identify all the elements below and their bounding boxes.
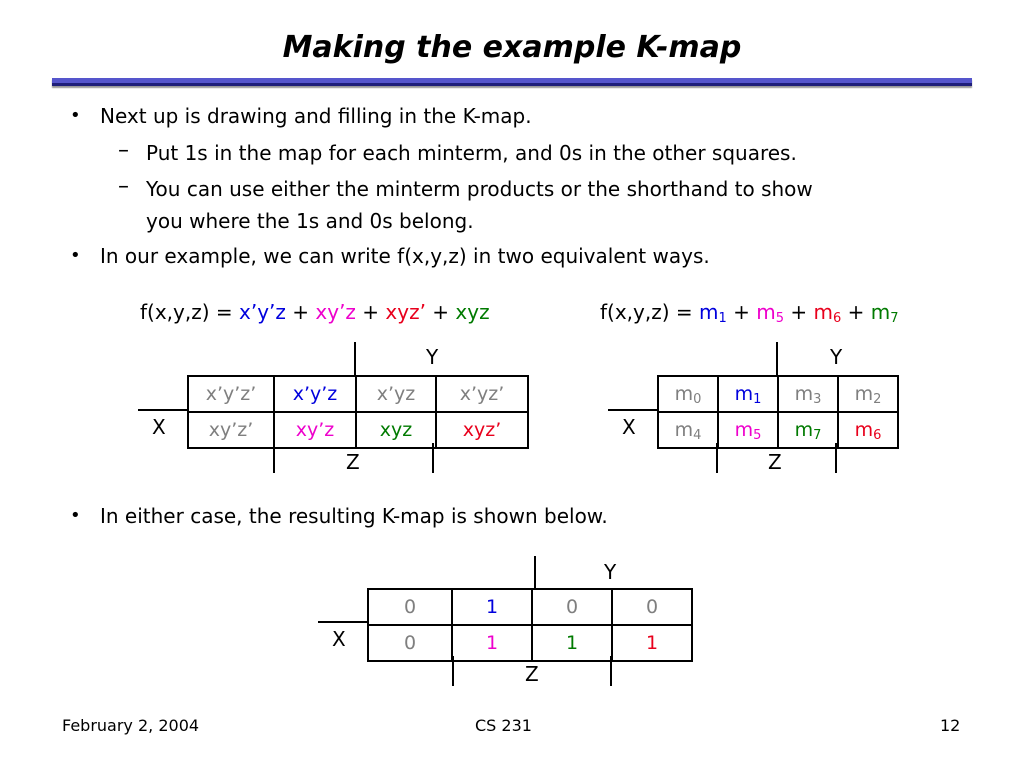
kmap1-cell: x’y’z — [274, 376, 356, 412]
kmap3-cell: 0 — [368, 589, 452, 625]
subbullet-2-text: You can use either the minterm products or the shorthand to show — [146, 177, 813, 201]
dash-icon: – — [118, 174, 129, 199]
kmap1-cell: xy’z — [274, 412, 356, 448]
kmap3-cell: 1 — [532, 625, 612, 661]
kmap1-cell: x’y’z’ — [188, 376, 274, 412]
kmap3-label-x: X — [332, 627, 346, 651]
kmap2-cell: $m_1$ — [718, 376, 778, 412]
kmap2-cell: $m_2$ — [838, 376, 898, 412]
kmap1-label-y: Y — [426, 345, 439, 369]
kmap2-cell: $m_5$ — [718, 412, 778, 448]
bullet-2-text: In our example, we can write f(x,y,z) in two equivalent ways. — [100, 244, 710, 268]
kmap3-cell: 1 — [452, 625, 532, 661]
kmap2-cell: $m_0$ — [658, 376, 718, 412]
formula-products — [140, 300, 490, 324]
plus: + — [841, 300, 871, 324]
slide-title: Making the example K-map — [282, 30, 742, 65]
kmap1-cell: x’yz — [356, 376, 436, 412]
plus: + — [425, 300, 456, 324]
minterm-6: $m_6$ — [813, 300, 842, 326]
term-7: xyz — [455, 300, 490, 324]
bullet-1-text: Next up is drawing and filling in the K-map. — [100, 104, 532, 128]
bullet-dot-icon: • — [70, 505, 81, 526]
minterm-5: $m_5$ — [756, 300, 785, 326]
footer-page-number: 12 — [940, 716, 961, 735]
plus: + — [726, 300, 757, 324]
bullet-dot-icon: • — [70, 245, 81, 266]
kmap2-cell: $m_4$ — [658, 412, 718, 448]
kmap2-label-x: X — [622, 415, 636, 439]
plus: + — [355, 300, 386, 324]
formula-lhs: f(x,y,z) = — [140, 300, 240, 324]
plus: + — [285, 300, 316, 324]
kmap3-cell: 0 — [612, 589, 692, 625]
formula-lhs: f(x,y,z) = — [600, 300, 700, 324]
plus: + — [784, 300, 814, 324]
kmap1-cell: x’yz’ — [436, 376, 528, 412]
kmap1-cell: xy’z’ — [188, 412, 274, 448]
kmap3-cell: 0 — [532, 589, 612, 625]
title-divider — [52, 78, 972, 86]
term-5: xy’z — [315, 300, 356, 324]
kmap3-label-z: Z — [525, 662, 539, 686]
kmap3-cell: 0 — [368, 625, 452, 661]
kmap1-label-x: X — [152, 415, 166, 439]
minterm-1: $m_1$ — [699, 300, 727, 326]
kmap3-cell: 1 — [452, 589, 532, 625]
kmap1-label-z: Z — [346, 450, 360, 474]
minterm-7: $m_7$ — [870, 300, 899, 326]
kmap2-cell: $m_6$ — [838, 412, 898, 448]
kmap1-cell: xyz — [356, 412, 436, 448]
kmap3-cell: 1 — [612, 625, 692, 661]
footer-course: CS 231 — [475, 716, 532, 735]
subbullet-1-text: Put 1s in the map for each minterm, and 0s in the other squares. — [146, 141, 797, 165]
kmap2-cell: $m_3$ — [778, 376, 838, 412]
term-6: xyz’ — [385, 300, 426, 324]
formula-shorthand — [600, 300, 899, 324]
footer-date: February 2, 2004 — [62, 716, 200, 735]
kmap2-label-y: Y — [830, 345, 843, 369]
dash-icon: – — [118, 138, 129, 163]
kmap2-cell: $m_7$ — [778, 412, 838, 448]
kmap1-cell: xyz’ — [436, 412, 528, 448]
term-1: x’y’z — [239, 300, 286, 324]
bullet-dot-icon: • — [70, 105, 81, 126]
kmap3-label-y: Y — [604, 560, 617, 584]
bullet-3-text: In either case, the resulting K-map is shown below. — [100, 504, 608, 528]
kmap2-label-z: Z — [768, 450, 782, 474]
subbullet-2-text-cont: you where the 1s and 0s belong. — [146, 209, 474, 233]
